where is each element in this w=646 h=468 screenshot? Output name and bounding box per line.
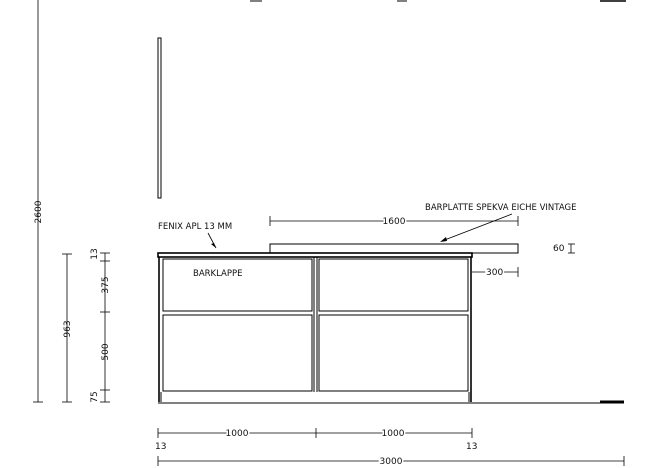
dim-bar-thickness-value: 60 — [553, 244, 565, 254]
bar-top-leader-arrow — [440, 237, 447, 242]
dim-overall-width — [158, 456, 624, 467]
worktop-note: FENIX APL 13 MM — [158, 222, 233, 232]
dim-vertical-chain — [90, 248, 111, 402]
dim-bar-depth-value: 300 — [486, 268, 504, 278]
dim-body-height-value: 963 — [63, 320, 73, 338]
tall-side-panel — [158, 38, 161, 198]
bar-thickness-symbol — [568, 244, 575, 253]
barklappe-label: BARKLAPPE — [193, 269, 243, 279]
lower-left-drawer-front — [163, 315, 312, 391]
dim-total-height — [33, 0, 44, 402]
dim-plinth-value: 75 — [90, 391, 100, 403]
dim-width-right-value: 1000 — [381, 429, 405, 439]
bar-top-leader — [442, 214, 512, 241]
worktop-leader-arrow — [211, 243, 216, 248]
dim-lower-drawer-value: 500 — [101, 343, 111, 361]
dim-bar-top-length-value: 1600 — [382, 217, 406, 227]
dim-total-height-value: 2600 — [34, 200, 44, 224]
dim-widths — [155, 428, 477, 452]
barklappe-front — [163, 259, 312, 311]
dim-overall-width-value: 3000 — [379, 457, 403, 467]
bar-top-slab — [270, 244, 518, 253]
dim-right-panel-value: 13 — [466, 442, 478, 452]
upper-right-drawer-front — [319, 259, 468, 311]
lower-right-drawer-front — [319, 315, 468, 391]
dim-worktop-thickness-value: 13 — [90, 248, 100, 260]
dim-upper-drawer-value: 375 — [101, 276, 111, 294]
dim-bar-top-length — [270, 216, 518, 227]
dim-width-left-value: 1000 — [225, 429, 249, 439]
worktop — [158, 253, 472, 257]
dim-bar-depth — [472, 267, 518, 278]
dim-body-height — [62, 254, 73, 402]
bar-top-note: BARPLATTE SPEKVA EICHE VINTAGE — [425, 203, 577, 213]
dim-left-panel-value: 13 — [155, 442, 167, 452]
